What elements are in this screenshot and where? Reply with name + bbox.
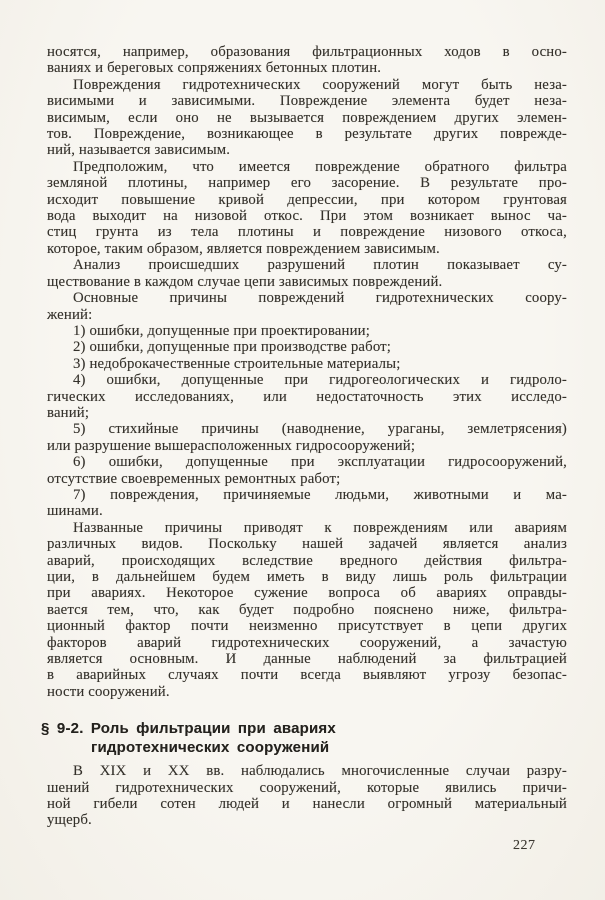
text-line: шинами.	[47, 503, 103, 520]
paragraph	[47, 487, 567, 520]
text-line: ности сооружений.	[47, 683, 170, 700]
text-line: жений:	[47, 306, 93, 323]
text-line: 3) недоброкачественные строительные материалы;	[73, 355, 401, 372]
paragraph	[47, 356, 567, 372]
text-line: Основные причины повреждений гидротехнических соору-	[73, 290, 567, 307]
paragraph	[47, 763, 567, 829]
text-line: является основным. И данные наблюдений за фильтрацией	[47, 651, 567, 668]
page-number: 227	[513, 838, 536, 853]
paragraph	[47, 339, 567, 355]
text-line: различных видов. Поскольку нашей задачей является анализ	[47, 536, 567, 553]
text-line: тов. Повреждение, возникающее в результате других поврежде-	[47, 126, 567, 143]
text-line: ной гибели сотен людей и нанесли огромный материальный	[47, 796, 567, 813]
heading-line: § 9-2. Роль фильтрации при авариях	[41, 720, 336, 738]
text-line: гических исследованиях, или недостаточность этих исследо-	[47, 388, 567, 405]
text-line: стиц грунта из тела плотины и повреждение низового откоса,	[47, 224, 567, 241]
paragraph	[47, 77, 567, 159]
text-line: ний, называется зависимым.	[47, 142, 231, 159]
text-line: при авариях. Некоторое сужение вопроса об авариях оправды-	[47, 585, 567, 602]
text-line: висимыми и зависимыми. Повреждение элемента будет неза-	[47, 93, 567, 110]
paragraph	[47, 372, 567, 421]
text-column	[41, 44, 567, 829]
text-line: отсутствие своевременных ремонтных работ;	[47, 470, 341, 487]
text-line: шений гидротехнических сооружений, которые явились причи-	[47, 779, 567, 796]
text-line: в аварийных случаях почти всегда выявляют угрозу безопас-	[47, 667, 567, 684]
text-line: ваниях и береговых сопряжениях бетонных плотин.	[47, 60, 382, 77]
text-line: 4) ошибки, допущенные при гидрогеологических и гидроло-	[73, 372, 567, 389]
paragraph	[47, 323, 567, 339]
text-line: ществование в каждом случае цепи зависимых повреждений.	[47, 273, 443, 290]
paragraph	[47, 44, 567, 77]
paragraph	[47, 290, 567, 323]
text-line: 2) ошибки, допущенные при производстве работ;	[73, 339, 392, 356]
text-line: ционный фактор почти неизменно присутствует в цепи других	[47, 618, 567, 635]
text-line: ущерб.	[47, 812, 92, 829]
text-line: 5) стихийные причины (наводнение, ураганы, землетрясения)	[73, 421, 567, 438]
text-line: аварий, происходящих вследствие вредного действия фильтра-	[47, 552, 567, 569]
text-line: Названные причины приводят к повреждениям или авариям	[73, 519, 567, 536]
paragraph	[47, 454, 567, 487]
text-line: В XIX и XX вв. наблюдались многочисленные случаи разру-	[73, 763, 567, 780]
text-line: Предположим, что имеется повреждение обратного фильтра	[73, 158, 567, 175]
text-line: 6) ошибки, допущенные при эксплуатации гидросооружений,	[73, 454, 567, 471]
text-line: висимым, если оно не вызывается повреждением других элемен-	[47, 109, 567, 126]
text-line: исходит повышение кривой депрессии, при котором грунтовая	[47, 191, 567, 208]
paragraph	[47, 159, 567, 257]
heading-line: гидротехнических сооружений	[91, 739, 330, 757]
text-line: или разрушение вышерасположенных гидросооружений;	[47, 437, 416, 454]
paragraph	[47, 257, 567, 290]
text-line: носятся, например, образования фильтрационных ходов в осно-	[47, 44, 567, 60]
text-line: вается тем, что, как будет подробно пояснено ниже, фильтра-	[47, 601, 567, 618]
text-line: Анализ происшедших разрушений плотин показывает су-	[73, 257, 567, 274]
text-line: 7) повреждения, причиняемые людьми, животными и ма-	[73, 486, 567, 503]
text-line: факторов аварий гидротехнических сооружений, а зачастую	[47, 634, 567, 651]
text-line: ваний;	[47, 404, 90, 421]
text-line: Повреждения гидротехнических сооружений могут быть неза-	[73, 76, 567, 93]
text-line: ции, в дальнейшем будем иметь в виду лишь роль фильтрации	[47, 569, 567, 585]
text-line: земляной плотины, например его засорение. В результате про-	[47, 175, 567, 192]
text-line: которое, таким образом, является повреждением зависимым.	[47, 240, 440, 257]
text-line: 1) ошибки, допущенные при проектировании;	[73, 322, 370, 339]
paragraph	[47, 421, 567, 454]
paragraph	[47, 520, 567, 700]
text-line: вода выходит на низовой откос. При этом возникает вынос ча-	[47, 208, 567, 225]
section-heading	[41, 719, 567, 757]
